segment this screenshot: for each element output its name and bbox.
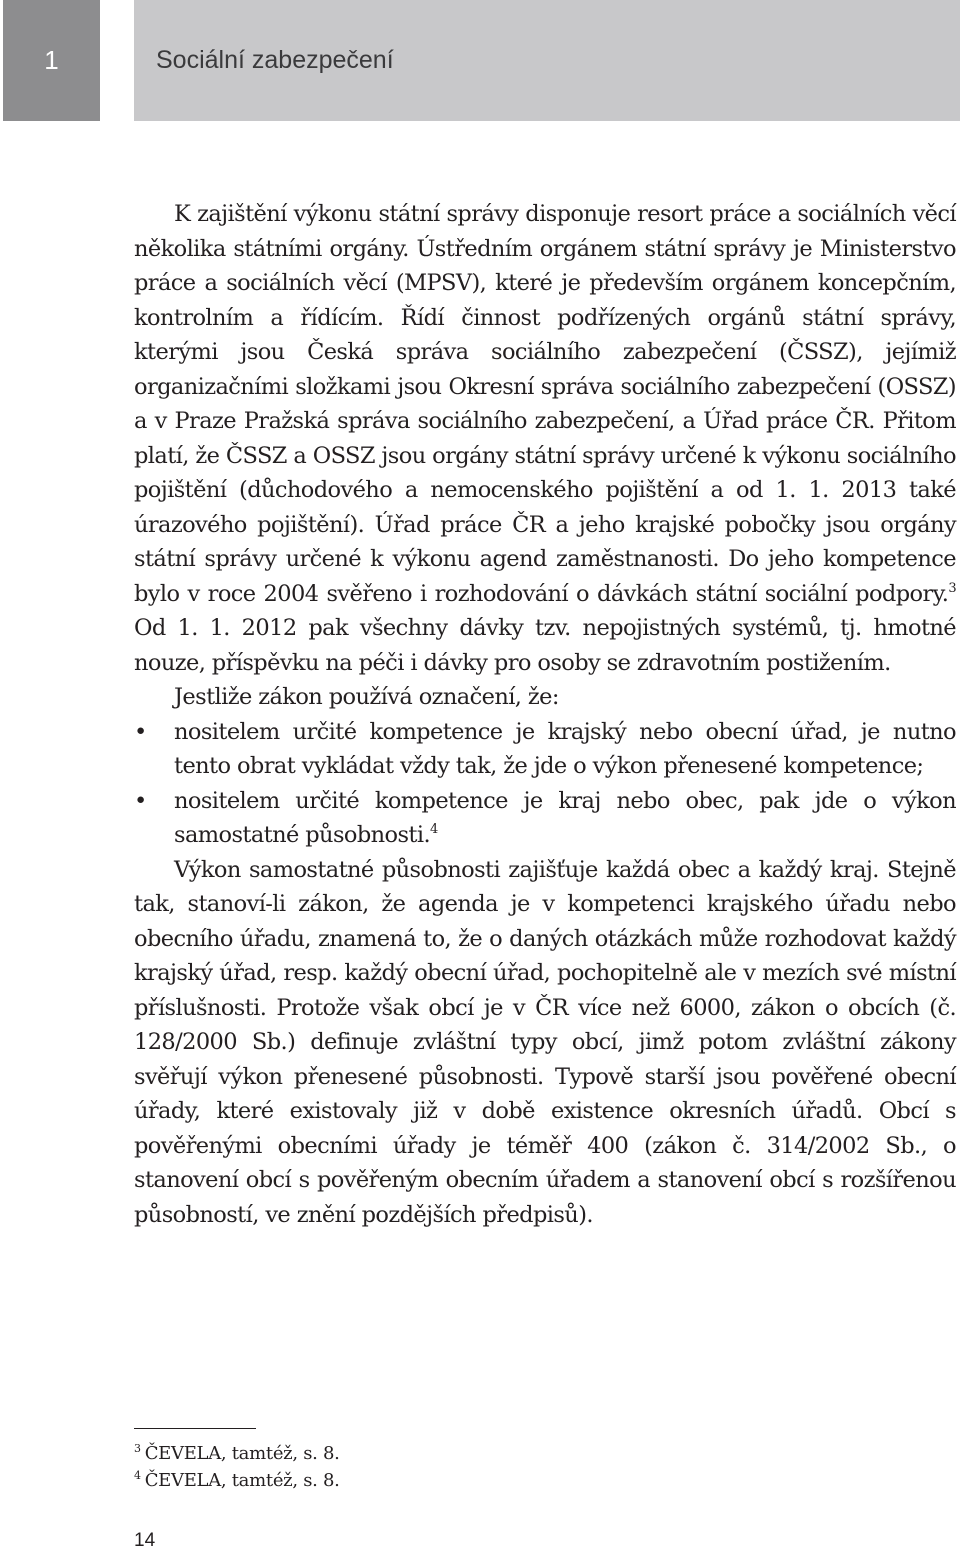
footnote	[134, 1440, 634, 1467]
body-text	[134, 197, 956, 1232]
chapter-header-bar	[134, 0, 960, 121]
footnote-number: 4	[134, 1469, 141, 1482]
paragraph-2: Jestliže zákon používá označení, že:	[174, 684, 559, 710]
footnotes	[134, 1440, 634, 1494]
paragraph-1	[134, 197, 956, 680]
footnote-text: ČEVELA, tamtéž, s. 8.	[144, 1443, 340, 1464]
bullet-list	[134, 715, 956, 853]
footnote-ref-3: 3	[948, 580, 956, 596]
list-item-text: nositelem určité kompetence je krajský nebo obecní úřad, je nutno tento obrat vykládat vždy tak, že jde o výkon přenesené kompetence;	[174, 718, 956, 779]
footnote	[134, 1467, 634, 1494]
footnote-text: ČEVELA, tamtéž, s. 8.	[144, 1470, 340, 1491]
footnote-divider	[134, 1428, 256, 1429]
list-item	[134, 715, 956, 784]
chapter-title: Sociální zabezpečení	[156, 46, 394, 74]
chapter-number-box	[3, 0, 100, 121]
page-number: 14	[134, 1530, 156, 1551]
chapter-number: 1	[44, 45, 59, 75]
bullet-icon: •	[134, 787, 147, 814]
footnote-number: 3	[134, 1442, 141, 1455]
paragraph-1-tail: Od 1. 1. 2012 pak všechny dávky tzv. nepojistných systémů, tj. hmotné nouze, příspěvku na péči i dávky pro osoby se zdravotním postižením.	[134, 615, 956, 676]
paragraph-1-text: K zajištění výkonu státní správy disponuje resort práce a sociálních věcí několika státními orgány. Ústředním orgánem státní správy je Ministerstvo práce a sociálních věcí (MPSV), které je především orgánem koncepčním, kontrolním a řídícím. Řídí činnost podřízených orgánů státní správy, kterými jsou Česká správa sociálního zabezpečení (ČSSZ), jejímiž organizačními složkami jsou Okresní správa sociálního zabezpečení (OSSZ) a v Praze Pražská správa sociálního zabezpečení, a Úřad práce ČR. Přitom platí, že ČSSZ a OSSZ jsou orgány státní správy určené k výkonu sociálního pojištění (důchodového a nemocenského pojištění a od 1. 1. 2013 také úrazového pojištění). Úřad práce ČR a jeho krajské pobočky jsou orgány státní správy určené k výkonu agend zaměstnanosti. Do jeho kompetence bylo v roce 2004 svěřeno i rozhodování o dávkách státní sociální podpory.	[134, 201, 956, 607]
list-item	[134, 784, 956, 853]
list-item-text: nositelem určité kompetence je kraj nebo obec, pak jde o výkon samostatné působnosti.	[174, 787, 956, 848]
bullet-icon: •	[134, 718, 147, 745]
paragraph-3: Výkon samostatné působnosti zajišťuje každá obec a každý kraj. Stejně tak, stanoví-li zákon, že agenda je v kompetenci krajského úřadu nebo obecního úřadu, znamená to, že o daných otázkách může rozhodovat každý krajský úřad, resp. každý obecní úřad, pochopitelně ale v mezích své místní příslušnosti. Protože však obcí je v ČR více než 6000, zákon o obcích (č. 128/2000 Sb.) definuje zvláštní typy obcí, jimž potom zvláštní zákony svěřují výkon přenesené působnosti. Typově starší jsou pověřené obecní úřady, které existovaly již v době existence okresních úřadů. Obcí s pověřenými obecními úřady je téměř 400 (zákon č. 314/2002 Sb., o stanovení obcí s pověřeným obecním úřadem a stanovení obcí s rozšířenou působností, ve znění pozdějších předpisů).	[134, 856, 956, 1228]
footnote-ref-4: 4	[430, 822, 438, 837]
